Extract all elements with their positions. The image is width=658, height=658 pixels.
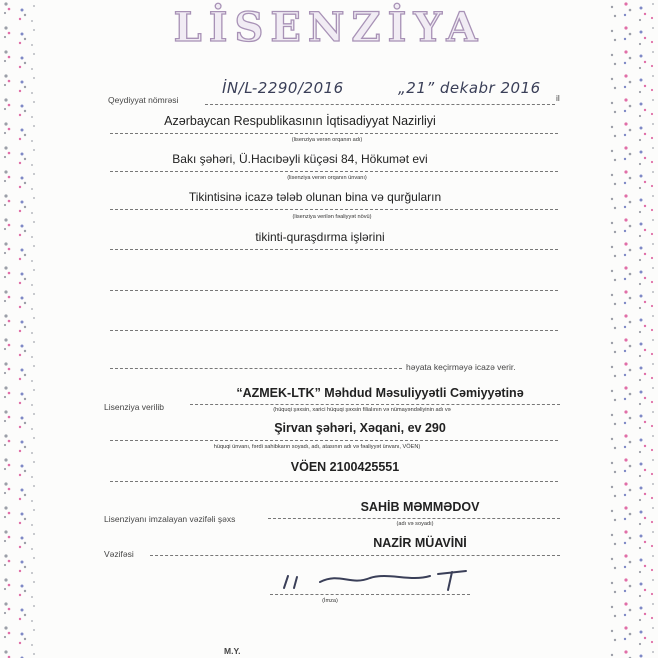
- activity-closing: həyata keçirməyə icazə verir.: [406, 362, 516, 372]
- registration-date-suffix: il: [556, 93, 560, 103]
- licensee-name-caption: (hüquqi şəxsin, xarici hüquqi şəxsin filialının və nümayəndəliyinin adı və: [273, 407, 451, 413]
- registration-date: „21” dekabr 2016: [398, 79, 541, 97]
- signatory-position-label: Vəzifəsi: [104, 549, 134, 559]
- activity-line-1: Tikintisinə icazə tələb olunan bina və qurğuların: [188, 190, 442, 204]
- signatory-position: NAZİR MÜAVİNİ: [373, 536, 467, 550]
- signatory-name: SAHİB MƏMMƏDOV: [360, 500, 480, 514]
- issuer-name: Azərbaycan Respublikasının İqtisadiyyat Nazirliyi: [164, 114, 436, 128]
- licensee-tax-id: VÖEN 2100425551: [290, 460, 400, 474]
- registration-label: Qeydiyyat nömrəsi: [108, 95, 179, 105]
- licensee-name: “AZMEK-LTK” Məhdud Məsuliyyətli Cəmiyyətinə: [236, 386, 524, 400]
- ornamental-border-right: [606, 0, 658, 658]
- signature-mark: [270, 568, 480, 596]
- licensee-address: Şirvan şəhəri, Xəqani, ev 290: [274, 421, 446, 435]
- issuer-address-caption: (lisenziya verən orqanın ünvanı): [287, 175, 367, 181]
- signatory-label: Lisenziyanı imzalayan vəzifəli şəxs: [104, 514, 236, 524]
- activity-caption: (lisenziya verilən fəaliyyət növü): [292, 214, 372, 220]
- licensee-label: Lisenziya verilib: [104, 402, 164, 412]
- ornamental-border-left: [0, 0, 40, 658]
- signatory-name-caption: (adı və soyadı): [396, 521, 434, 527]
- registration-number: İN/L-2290/2016: [222, 79, 344, 97]
- signature-caption: (İmza): [322, 598, 338, 604]
- issuer-name-caption: (lisenziya verən orqanın adı): [291, 137, 363, 143]
- seal-label: M.Y.: [224, 646, 241, 656]
- activity-line-2: tikinti-quraşdırma işlərini: [255, 230, 385, 244]
- issuer-address: Bakı şəhəri, Ü.Hacıbəyli küçəsi 84, Hökumət evi: [172, 152, 428, 166]
- licensee-address-caption: hüquqi ünvanı, fərdi sahibkarın soyadı, adı, atasının adı və fəaliyyət ünvanı, VÖEN): [213, 444, 421, 450]
- document-title: LİSENZİYA: [173, 4, 485, 51]
